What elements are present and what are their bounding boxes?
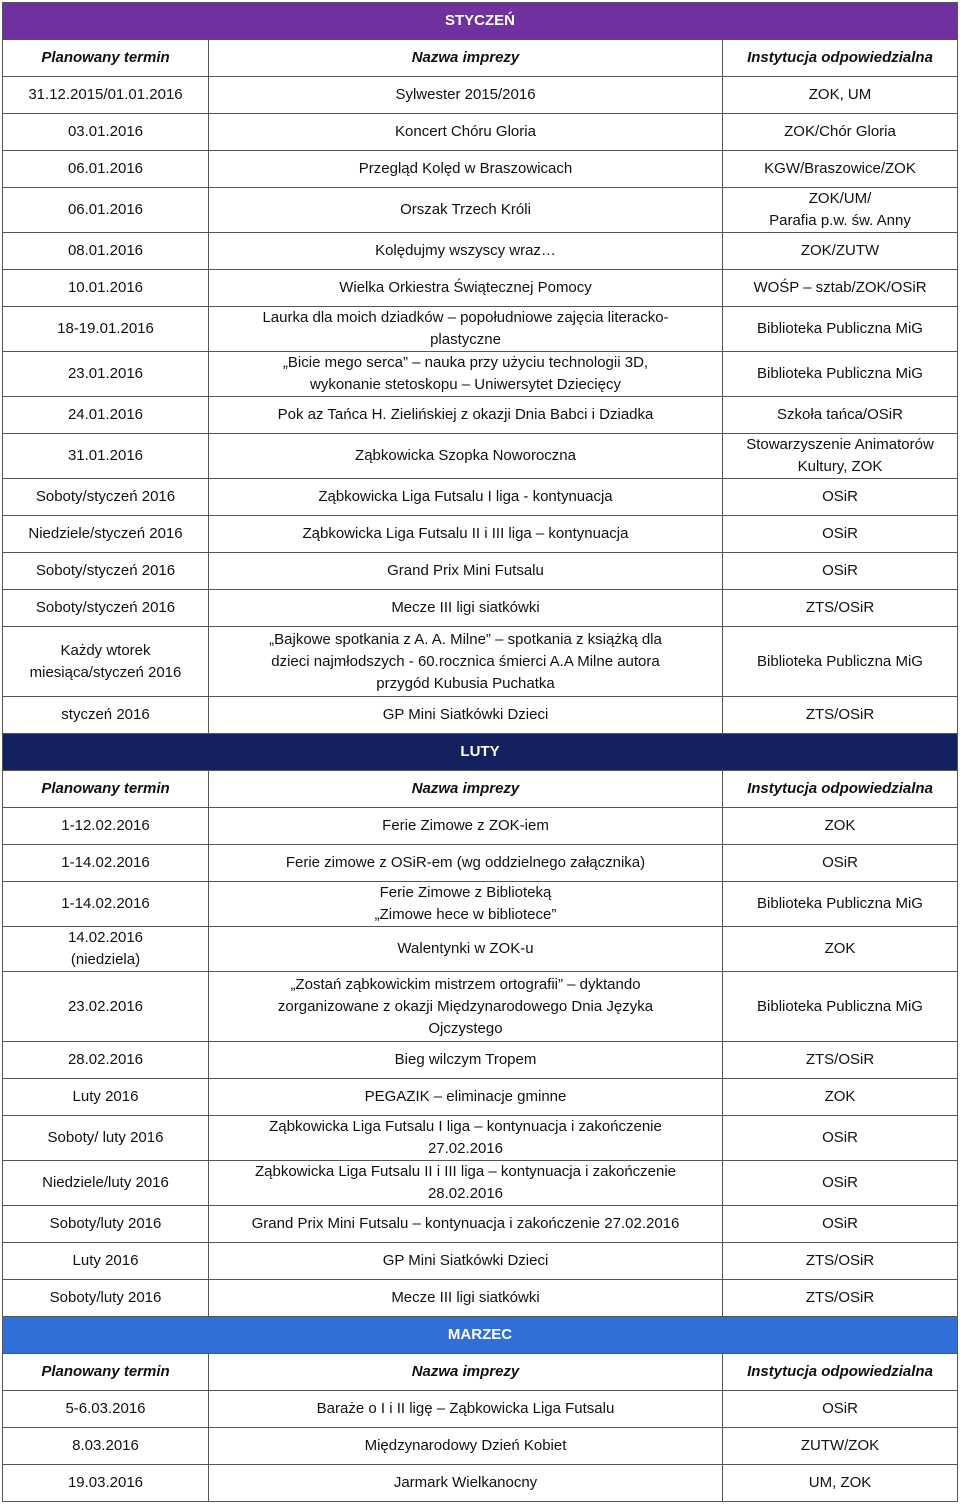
- table-row: [3, 1206, 958, 1243]
- planned-date-cell: 03.01.2016: [3, 114, 209, 151]
- month-title: STYCZEŃ: [3, 3, 958, 40]
- event-name-cell: Orszak Trzech Króli: [209, 188, 723, 233]
- table-row: [3, 882, 958, 927]
- event-name-cell: Wielka Orkiestra Świątecznej Pomocy: [209, 270, 723, 307]
- event-name-cell: Sylwester 2015/2016: [209, 77, 723, 114]
- planned-date-cell: 18-19.01.2016: [3, 307, 209, 352]
- table-row: [3, 972, 958, 1042]
- institution-cell: ZTS/OSiR: [723, 1042, 958, 1079]
- table-row: [3, 151, 958, 188]
- month-header-row: [3, 1317, 958, 1354]
- event-name-cell: Międzynarodowy Dzień Kobiet: [209, 1428, 723, 1465]
- table-row: [3, 1161, 958, 1206]
- event-name-cell: Ząbkowicka Liga Futsalu II i III liga – kontynuacja: [209, 516, 723, 553]
- table-row: [3, 77, 958, 114]
- planned-date-cell: Soboty/luty 2016: [3, 1280, 209, 1317]
- planned-date-cell: 19.03.2016: [3, 1465, 209, 1502]
- event-name-cell: Mecze III ligi siatkówki: [209, 1280, 723, 1317]
- planned-date-cell: 23.01.2016: [3, 352, 209, 397]
- planned-date-cell: 23.02.2016: [3, 972, 209, 1042]
- table-row: [3, 1428, 958, 1465]
- institution-cell: Stowarzyszenie Animatorów Kultury, ZOK: [723, 434, 958, 479]
- table-row: [3, 352, 958, 397]
- planned-date-cell: 5-6.03.2016: [3, 1391, 209, 1428]
- planned-date-cell: Soboty/styczeń 2016: [3, 553, 209, 590]
- institution-cell: ZTS/OSiR: [723, 697, 958, 734]
- institution-cell: ZTS/OSiR: [723, 1280, 958, 1317]
- event-name-cell: Ferie zimowe z OSiR-em (wg oddzielnego załącznika): [209, 845, 723, 882]
- event-name-cell: Laurka dla moich dziadków – popołudniowe zajęcia literacko- plastyczne: [209, 307, 723, 352]
- table-row: [3, 434, 958, 479]
- table-row: [3, 233, 958, 270]
- planned-date-cell: 14.02.2016 (niedziela): [3, 927, 209, 972]
- event-name-cell: Baraże o I i II ligę – Ząbkowicka Liga Futsalu: [209, 1391, 723, 1428]
- planned-date-cell: 06.01.2016: [3, 188, 209, 233]
- planned-date-cell: Luty 2016: [3, 1243, 209, 1280]
- institution-cell: ZOK: [723, 927, 958, 972]
- table-row: [3, 516, 958, 553]
- planned-date-cell: Niedziele/styczeń 2016: [3, 516, 209, 553]
- table-row: [3, 553, 958, 590]
- planned-date-cell: 1-14.02.2016: [3, 882, 209, 927]
- event-name-cell: Koncert Chóru Gloria: [209, 114, 723, 151]
- event-name-cell: „Bajkowe spotkania z A. A. Milne” – spotkania z książką dla dzieci najmłodszych - 60.rocznica śmierci A.A Milne autora przygód Kubusia Puchatka: [209, 627, 723, 697]
- event-name-cell: Grand Prix Mini Futsalu – kontynuacja i zakończenie 27.02.2016: [209, 1206, 723, 1243]
- institution-cell: OSiR: [723, 845, 958, 882]
- planned-date-cell: Soboty/styczeń 2016: [3, 479, 209, 516]
- table-row: [3, 397, 958, 434]
- event-name-cell: Ferie Zimowe z Biblioteką „Zimowe hece w bibliotece”: [209, 882, 723, 927]
- institution-cell: Biblioteka Publiczna MiG: [723, 307, 958, 352]
- event-name-cell: Ząbkowicka Liga Futsalu II i III liga – kontynuacja i zakończenie 28.02.2016: [209, 1161, 723, 1206]
- planned-date-cell: 31.12.2015/01.01.2016: [3, 77, 209, 114]
- header-institution: Instytucja odpowiedzialna: [723, 771, 958, 808]
- planned-date-cell: 28.02.2016: [3, 1042, 209, 1079]
- institution-cell: Szkoła tańca/OSiR: [723, 397, 958, 434]
- institution-cell: KGW/Braszowice/ZOK: [723, 151, 958, 188]
- column-header-row: [3, 771, 958, 808]
- event-name-cell: Jarmark Wielkanocny: [209, 1465, 723, 1502]
- institution-cell: OSiR: [723, 1391, 958, 1428]
- table-row: [3, 927, 958, 972]
- table-row: [3, 697, 958, 734]
- header-event-name: Nazwa imprezy: [209, 40, 723, 77]
- planned-date-cell: 1-12.02.2016: [3, 808, 209, 845]
- institution-cell: ZOK, UM: [723, 77, 958, 114]
- month-title: LUTY: [3, 734, 958, 771]
- institution-cell: OSiR: [723, 553, 958, 590]
- planned-date-cell: Soboty/ luty 2016: [3, 1116, 209, 1161]
- header-event-name: Nazwa imprezy: [209, 1354, 723, 1391]
- event-name-cell: Bieg wilczym Tropem: [209, 1042, 723, 1079]
- column-header-row: [3, 40, 958, 77]
- event-name-cell: Mecze III ligi siatkówki: [209, 590, 723, 627]
- event-name-cell: Przegląd Kolęd w Braszowicach: [209, 151, 723, 188]
- planned-date-cell: styczeń 2016: [3, 697, 209, 734]
- institution-cell: ZUTW/ZOK: [723, 1428, 958, 1465]
- planned-date-cell: Soboty/luty 2016: [3, 1206, 209, 1243]
- table-row: [3, 1465, 958, 1502]
- institution-cell: WOŚP – sztab/ZOK/OSiR: [723, 270, 958, 307]
- planned-date-cell: Soboty/styczeń 2016: [3, 590, 209, 627]
- header-institution: Instytucja odpowiedzialna: [723, 1354, 958, 1391]
- institution-cell: ZOK/UM/ Parafia p.w. św. Anny: [723, 188, 958, 233]
- institution-cell: OSiR: [723, 516, 958, 553]
- header-planned-date: Planowany termin: [3, 40, 209, 77]
- header-event-name: Nazwa imprezy: [209, 771, 723, 808]
- table-row: [3, 590, 958, 627]
- planned-date-cell: 08.01.2016: [3, 233, 209, 270]
- event-name-cell: Ząbkowicka Liga Futsalu I liga – kontynuacja i zakończenie 27.02.2016: [209, 1116, 723, 1161]
- institution-cell: ZOK: [723, 808, 958, 845]
- table-row: [3, 270, 958, 307]
- institution-cell: ZOK: [723, 1079, 958, 1116]
- header-planned-date: Planowany termin: [3, 771, 209, 808]
- event-name-cell: GP Mini Siatkówki Dzieci: [209, 1243, 723, 1280]
- event-name-cell: Ferie Zimowe z ZOK-iem: [209, 808, 723, 845]
- event-name-cell: Grand Prix Mini Futsalu: [209, 553, 723, 590]
- table-row: [3, 188, 958, 233]
- event-name-cell: Ząbkowicka Szopka Noworoczna: [209, 434, 723, 479]
- planned-date-cell: Luty 2016: [3, 1079, 209, 1116]
- institution-cell: Biblioteka Publiczna MiG: [723, 352, 958, 397]
- event-name-cell: Ząbkowicka Liga Futsalu I liga - kontynuacja: [209, 479, 723, 516]
- planned-date-cell: Niedziele/luty 2016: [3, 1161, 209, 1206]
- month-header-row: [3, 734, 958, 771]
- column-header-row: [3, 1354, 958, 1391]
- planned-date-cell: 24.01.2016: [3, 397, 209, 434]
- table-row: [3, 1079, 958, 1116]
- table-row: [3, 1280, 958, 1317]
- planned-date-cell: 06.01.2016: [3, 151, 209, 188]
- event-name-cell: Kolędujmy wszyscy wraz…: [209, 233, 723, 270]
- header-planned-date: Planowany termin: [3, 1354, 209, 1391]
- event-name-cell: Walentynki w ZOK-u: [209, 927, 723, 972]
- table-row: [3, 479, 958, 516]
- institution-cell: Biblioteka Publiczna MiG: [723, 972, 958, 1042]
- institution-cell: OSiR: [723, 479, 958, 516]
- institution-cell: OSiR: [723, 1116, 958, 1161]
- planned-date-cell: 10.01.2016: [3, 270, 209, 307]
- table-row: [3, 1042, 958, 1079]
- event-schedule-table: [2, 2, 958, 1502]
- planned-date-cell: Każdy wtorek miesiąca/styczeń 2016: [3, 627, 209, 697]
- table-row: [3, 1116, 958, 1161]
- institution-cell: ZOK/ZUTW: [723, 233, 958, 270]
- institution-cell: ZTS/OSiR: [723, 1243, 958, 1280]
- institution-cell: Biblioteka Publiczna MiG: [723, 882, 958, 927]
- table-row: [3, 808, 958, 845]
- institution-cell: ZOK/Chór Gloria: [723, 114, 958, 151]
- event-name-cell: GP Mini Siatkówki Dzieci: [209, 697, 723, 734]
- institution-cell: UM, ZOK: [723, 1465, 958, 1502]
- planned-date-cell: 1-14.02.2016: [3, 845, 209, 882]
- schedule-body: [3, 3, 958, 1502]
- month-title: MARZEC: [3, 1317, 958, 1354]
- event-name-cell: PEGAZIK – eliminacje gminne: [209, 1079, 723, 1116]
- event-name-cell: „Bicie mego serca” – nauka przy użyciu technologii 3D, wykonanie stetoskopu – Uniwersytet Dziecięcy: [209, 352, 723, 397]
- institution-cell: Biblioteka Publiczna MiG: [723, 627, 958, 697]
- planned-date-cell: 8.03.2016: [3, 1428, 209, 1465]
- planned-date-cell: 31.01.2016: [3, 434, 209, 479]
- event-name-cell: „Zostań ząbkowickim mistrzem ortografii” – dyktando zorganizowane z okazji Międzynarodowego Dnia Języka Ojczystego: [209, 972, 723, 1042]
- table-row: [3, 1391, 958, 1428]
- table-row: [3, 114, 958, 151]
- institution-cell: OSiR: [723, 1161, 958, 1206]
- header-institution: Instytucja odpowiedzialna: [723, 40, 958, 77]
- month-header-row: [3, 3, 958, 40]
- table-row: [3, 627, 958, 697]
- table-row: [3, 307, 958, 352]
- institution-cell: ZTS/OSiR: [723, 590, 958, 627]
- table-row: [3, 845, 958, 882]
- institution-cell: OSiR: [723, 1206, 958, 1243]
- event-name-cell: Pok az Tańca H. Zielińskiej z okazji Dnia Babci i Dziadka: [209, 397, 723, 434]
- table-row: [3, 1243, 958, 1280]
